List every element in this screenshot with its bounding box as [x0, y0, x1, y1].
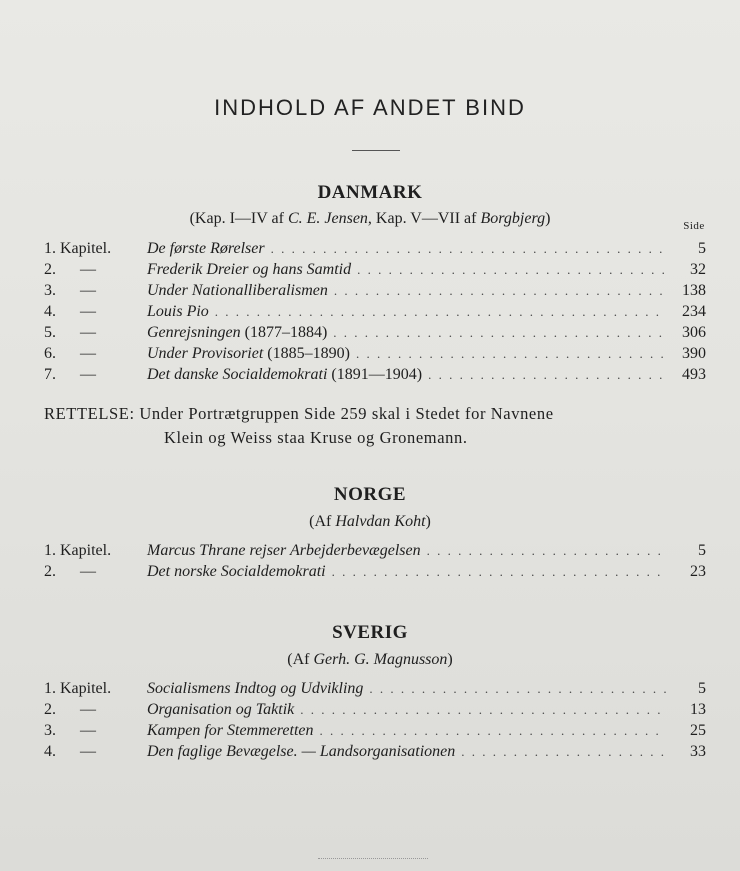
- dot-leader: [369, 678, 666, 700]
- page-column-label: Side: [683, 220, 705, 232]
- toc-row: [0, 322, 740, 344]
- chapter-number: 2. —: [44, 261, 96, 278]
- page-number: 5: [698, 542, 706, 559]
- toc-row: [0, 561, 740, 583]
- page-number: 234: [682, 303, 706, 320]
- dot-leader: [428, 364, 666, 386]
- dot-leader: [215, 301, 666, 323]
- chapter-title: Det norske Socialdemokrati: [147, 563, 326, 580]
- author-name: Borgbjerg: [480, 210, 546, 227]
- section-heading-danmark: DANMARK: [317, 182, 423, 203]
- dot-leader: [333, 322, 666, 344]
- dot-leader: [461, 741, 666, 763]
- dot-leader: [427, 540, 666, 562]
- dot-leader: [332, 561, 666, 583]
- chapter-number: 2. —: [44, 563, 96, 580]
- author-name: Gerh. G. Magnusson: [313, 651, 448, 668]
- author-name: Halvdan Koht: [335, 513, 426, 530]
- chapter-entry: [147, 699, 706, 721]
- chapter-title: Frederik Dreier og hans Samtid: [147, 261, 352, 278]
- correction-line-1: RETTELSE: Under Portrætgruppen Side 259 skal i Stedet for Navnene: [44, 404, 554, 423]
- chapter-number: 2. —: [44, 701, 96, 718]
- chapter-entry: [147, 343, 706, 365]
- section-byline-norge: (Af Halvdan Koht): [309, 513, 431, 530]
- author-name: C. E. Jensen: [287, 210, 368, 227]
- toc-row: [0, 540, 740, 562]
- page-number: 493: [682, 366, 706, 383]
- chapter-title: Louis Pio: [147, 303, 209, 320]
- chapter-number: 4. —: [44, 303, 96, 320]
- correction-line-2: Klein og Weiss staa Kruse og Gronemann.: [164, 428, 468, 447]
- section-heading-norge: NORGE: [333, 484, 407, 505]
- chapter-title: Den faglige Bevægelse. — Landsorganisationen: [147, 743, 456, 760]
- chapter-number: 6. —: [44, 345, 96, 362]
- toc-row: [0, 741, 740, 763]
- chapter-years: (1891—1904): [331, 366, 423, 383]
- chapter-entry: [147, 741, 706, 763]
- chapter-years: (1885–1890): [267, 345, 350, 362]
- chapter-entry: [147, 720, 706, 742]
- toc-row: [0, 678, 740, 700]
- chapter-title: Kampen for Stemmeretten: [147, 722, 314, 739]
- chapter-number: 4. —: [44, 743, 96, 760]
- chapter-title: Marcus Thrane rejser Arbejderbevægelsen: [147, 542, 421, 559]
- section-heading-sverig: SVERIG: [332, 622, 408, 643]
- page-number: 138: [682, 282, 706, 299]
- dot-leader: [334, 280, 666, 302]
- chapter-title: Under Provisoriet: [147, 345, 264, 362]
- dot-leader: [271, 238, 666, 260]
- toc-row: [0, 364, 740, 386]
- chapter-entry: [147, 280, 706, 302]
- chapter-number: 3. —: [44, 282, 96, 299]
- chapter-title: Genrejsningen: [147, 324, 241, 341]
- chapter-entry: [147, 364, 706, 386]
- chapter-entry: [147, 301, 706, 323]
- toc-row: [0, 238, 740, 260]
- chapter-entry: [147, 259, 706, 281]
- dot-leader: [356, 343, 666, 365]
- page-number: 13: [690, 701, 706, 718]
- toc-row: [0, 699, 740, 721]
- page-number: 5: [698, 240, 706, 257]
- toc-row: [0, 259, 740, 281]
- chapter-number: 3. —: [44, 722, 96, 739]
- chapter-years: (1877–1884): [244, 324, 328, 341]
- page-number: 390: [682, 345, 706, 362]
- chapter-entry: [147, 678, 706, 700]
- section-byline-danmark: (Kap. I—IV af C. E. Jensen, Kap. V—VII af Borgbjerg): [189, 210, 551, 227]
- page-number: 23: [690, 563, 706, 580]
- toc-row: [0, 720, 740, 742]
- chapter-entry: [147, 540, 706, 562]
- chapter-number: 7. —: [44, 366, 96, 383]
- chapter-entry: [147, 561, 706, 583]
- chapter-title: Det danske Socialdemokrati: [147, 366, 328, 383]
- page-number: 32: [690, 261, 706, 278]
- dot-leader: [357, 259, 666, 281]
- dot-leader: [319, 720, 666, 742]
- chapter-number: 1. Kapitel.: [44, 680, 112, 697]
- page-number: 5: [698, 680, 706, 697]
- chapter-entry: [147, 322, 706, 344]
- dot-leader: [300, 699, 666, 721]
- chapter-title: Under Nationalliberalismen: [147, 282, 328, 299]
- page-number: 33: [690, 743, 706, 760]
- chapter-entry: [147, 238, 706, 260]
- toc-row: [0, 301, 740, 323]
- chapter-title: Socialismens Indtog og Udvikling: [147, 680, 364, 697]
- chapter-number: 1. Kapitel.: [44, 240, 112, 257]
- chapter-title: De første Rørelser: [147, 240, 265, 257]
- toc-row: [0, 280, 740, 302]
- page-number: 25: [690, 722, 706, 739]
- toc-row: [0, 343, 740, 365]
- title-divider: [352, 150, 400, 151]
- chapter-number: 5. —: [44, 324, 96, 341]
- section-byline-sverig: (Af Gerh. G. Magnusson): [287, 651, 453, 668]
- page-number: 306: [682, 324, 706, 341]
- correction-note: [44, 402, 724, 450]
- footer-mark: [318, 858, 428, 859]
- chapter-number: 1. Kapitel.: [44, 542, 112, 559]
- page-title: INDHOLD AF ANDET BIND: [214, 95, 526, 120]
- chapter-title: Organisation og Taktik: [147, 701, 295, 718]
